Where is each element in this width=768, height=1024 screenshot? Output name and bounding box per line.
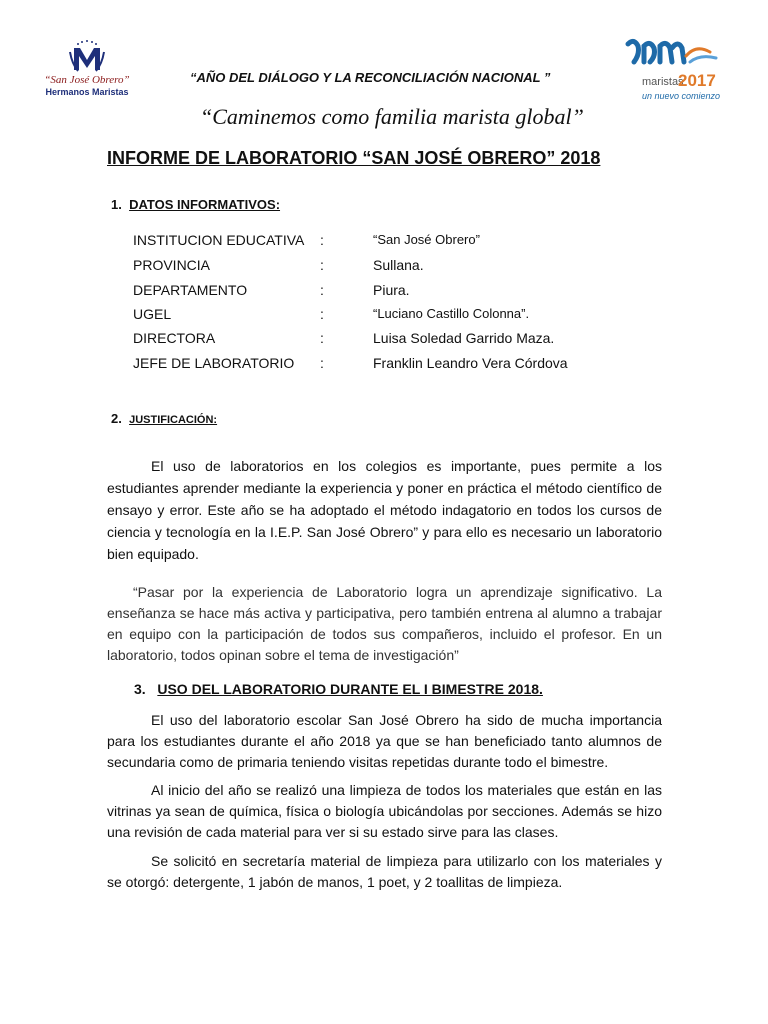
info-value: Sullana. <box>373 257 424 273</box>
info-row-directora <box>133 330 653 354</box>
maristas-year: 2017 <box>678 71 716 90</box>
info-label: JEFE DE LABORATORIO <box>133 355 295 371</box>
info-label: PROVINCIA <box>133 257 211 273</box>
section-1-number: 1. <box>111 197 122 212</box>
info-value: Franklin Leandro Vera Córdova <box>373 355 568 371</box>
section-2-title: JUSTIFICACIÓN: <box>129 414 218 426</box>
section-1-heading <box>111 197 280 212</box>
section-3-number: 3. <box>134 681 146 697</box>
section-2-heading <box>111 411 217 426</box>
info-label: UGEL <box>133 306 172 322</box>
info-colon: : <box>320 232 324 248</box>
info-value: Piura. <box>373 282 410 298</box>
info-colon: : <box>320 257 324 273</box>
info-label: DIRECTORA <box>133 330 216 346</box>
info-colon: : <box>320 306 324 322</box>
info-row-institucion <box>133 232 653 256</box>
info-colon: : <box>320 330 324 346</box>
maristas-swirl-icon <box>620 36 732 74</box>
info-value: “San José Obrero” <box>373 232 480 247</box>
section-3-title: USO DEL LABORATORIO DURANTE EL I BIMESTRE 2018. <box>157 681 543 697</box>
info-colon: : <box>320 355 324 371</box>
document-title: INFORME DE LABORATORIO “SAN JOSÉ OBRERO” 2018 <box>107 148 601 168</box>
usage-paragraph-2: Al inicio del año se realizó una limpieza de todos los materiales que están en las vitrinas ya sean de química, física o biología ubicándolas por secciones. Además se hizo una revisión de cada material para ver si su estado sirve para las clases. <box>107 782 662 840</box>
section-3-heading <box>134 681 543 697</box>
motto-line: “Caminemos como familia marista global” <box>200 104 584 129</box>
marist-emblem-icon <box>34 38 140 74</box>
info-row-ugel <box>133 306 653 330</box>
info-row-jefe-laboratorio <box>133 355 653 379</box>
quote-paragraph: “Pasar por la experiencia de Laboratorio logra un aprendizaje significativo. La enseñanza se hace más activa y participativa, pero también entrena al alumno a trabajar en equipo con la participación de todos sus compañeros, incluido el profesor. En un laboratorio, todos opinan sobre el tema de investigación” <box>107 584 662 663</box>
info-label: DEPARTAMENTO <box>133 282 248 298</box>
info-label: INSTITUCION EDUCATIVA <box>133 232 305 248</box>
maristas-brand-text: maristas <box>642 76 684 88</box>
info-value: “Luciano Castillo Colonna”. <box>373 306 530 321</box>
info-value: Luisa Soledad Garrido Maza. <box>373 330 555 346</box>
section-2-number: 2. <box>111 411 122 426</box>
justification-paragraph: El uso de laboratorios en los colegios es importante, pues permite a los estudiantes aprender mediante la experiencia y poner en práctica el método científico de ensayo y error. Este año se ha adoptado el método indagatorio en todos los cursos de ciencia y tecnología en la I.E.P. San José Obrero” y para ello es necesario un laboratorio bien equipado. <box>107 458 662 562</box>
school-logo-subtitle: Hermanos Maristas <box>45 87 129 97</box>
school-logo-motto: “San José Obrero” <box>44 74 130 86</box>
usage-paragraph-1: El uso del laboratorio escolar San José Obrero ha sido de mucha importancia para los estudiantes durante el año 2018 ya que se han beneficiado tanto alumnos de secundaria como de primaria teniendo visitas repetidas durante todo el bimestre. <box>107 712 662 770</box>
info-row-departamento <box>133 282 653 306</box>
info-row-provincia <box>133 257 653 281</box>
maristas-2017-logo <box>620 36 732 104</box>
info-colon: : <box>320 282 324 298</box>
usage-paragraph-3: Se solicitó en secretaría material de limpieza para utilizarlo con los materiales y se otorgó: detergente, 1 jabón de manos, 1 poet, y 2 toallitas de limpieza. <box>107 853 662 890</box>
section-1-title: DATOS INFORMATIVOS: <box>129 197 281 212</box>
year-title: “AÑO DEL DIÁLOGO Y LA RECONCILIACIÓN NACIONAL ” <box>190 70 551 85</box>
school-logo <box>34 38 140 100</box>
maristas-tagline: un nuevo comienzo <box>642 91 721 101</box>
